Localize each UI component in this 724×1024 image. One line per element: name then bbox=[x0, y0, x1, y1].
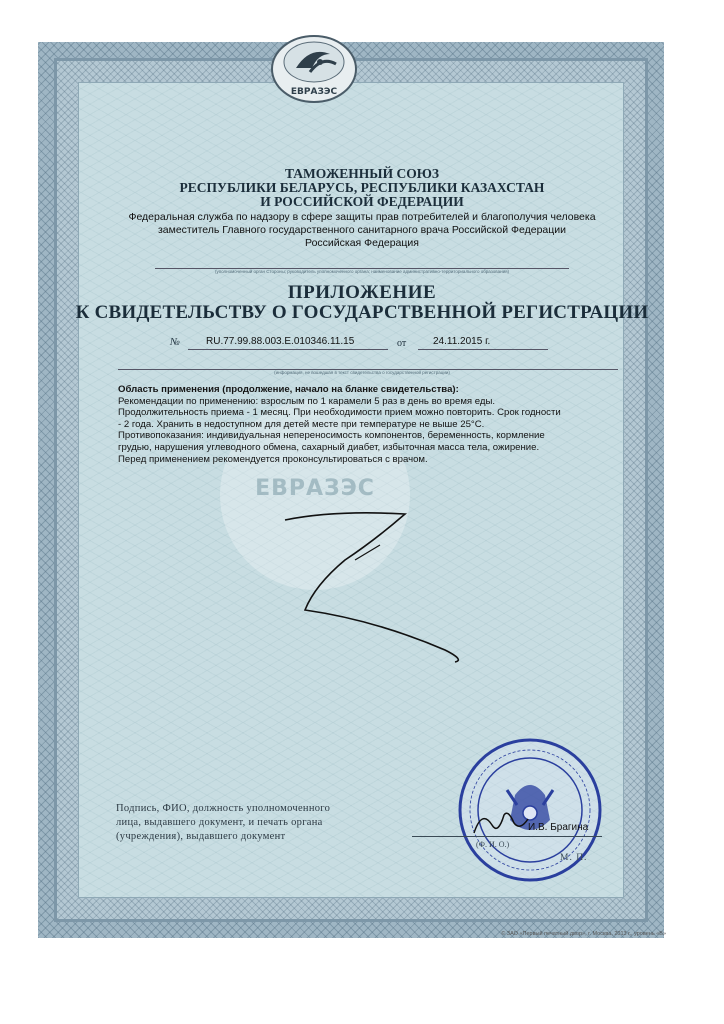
contraindications-line-2: грудью, нарушения углеводного обмена, сахарный диабет, избыточная масса тела, ожирение. bbox=[118, 441, 540, 453]
agency-line-3: Российская Федерация bbox=[305, 237, 419, 249]
union-line-3: И РОССИЙСКОЙ ФЕДЕРАЦИИ bbox=[260, 194, 464, 209]
blank-space-z-mark bbox=[255, 500, 505, 670]
registration-number-label bbox=[170, 336, 180, 348]
registration-date: 24.11.2015 г. bbox=[433, 336, 491, 347]
date-underline bbox=[418, 349, 548, 350]
registration-number: RU.77.99.88.003.E.010346.11.15 bbox=[206, 336, 355, 347]
document-title-line-2: К СВИДЕТЕЛЬСТВУ О ГОСУДАРСТВЕННОЙ РЕГИСТРАЦИИ bbox=[75, 302, 649, 323]
watermark-text: ЕВРАЗЭС bbox=[255, 476, 375, 501]
signature-note-line-2: лица, выдавшего документ, и печать органа bbox=[116, 817, 323, 828]
consultation-line: Перед применением рекомендуется проконсультироваться с врачом. bbox=[118, 453, 428, 465]
issuing-agency bbox=[0, 211, 724, 250]
eurasec-emblem-icon bbox=[270, 34, 358, 104]
agency-caption: (уполномоченный орган Стороны; руководитель уполномоченного органа; наименование административно-территориального образования) bbox=[214, 269, 510, 274]
recommendations-line: Рекомендации по применению: взрослым по 1 карамели 5 раз в день во время еды. bbox=[118, 395, 496, 407]
signature-note-line-3: (учреждения), выдавшего документ bbox=[116, 831, 286, 842]
info-caption: (информация, не вошедшая в текст свидетельства о государственной регистрации) bbox=[274, 370, 450, 375]
agency-line-1: Федеральная служба по надзору в сфере защиты прав потребителей и благополучия человека bbox=[128, 211, 596, 223]
signature-line bbox=[412, 836, 602, 837]
fio-label: (Ф. И. О.) bbox=[476, 840, 510, 849]
handwritten-signature bbox=[470, 805, 530, 840]
document-title-line-1: ПРИЛОЖЕНИЕ bbox=[287, 282, 437, 303]
union-line-1: ТАМОЖЕННЫЙ СОЮЗ bbox=[284, 166, 440, 181]
printer-imprint: © ЗАО «Первый печатный двор», г. Москва, 2013 г., уровень «В» bbox=[501, 931, 666, 937]
duration-line: Продолжительность приема - 1 месяц. При необходимости прием можно повторить. Срок годности bbox=[118, 407, 561, 419]
signature-note-line-1: Подпись, ФИО, должность уполномоченного bbox=[116, 803, 331, 814]
application-area-heading: Область применения (продолжение, начало на бланке свидетельства): bbox=[118, 384, 459, 395]
number-underline bbox=[188, 349, 388, 350]
contraindications-line: Противопоказания: индивидуальная непереносимость компонентов, беременность, кормление bbox=[118, 430, 545, 442]
shelf-life-line: - 2 года. Хранить в недоступном для детей месте при температуре не выше 25°С. bbox=[118, 418, 485, 430]
seal-place-label: М. П. bbox=[560, 853, 588, 863]
logo-text: ЕВРАЗЭС bbox=[290, 87, 338, 97]
signer-name: И.В. Брагина bbox=[528, 822, 589, 833]
from-label: от bbox=[397, 338, 407, 349]
agency-line-2: заместитель Главного государственного санитарного врача Российской Федерации bbox=[157, 224, 567, 236]
application-area-text bbox=[118, 384, 638, 465]
union-line-2: РЕСПУБЛИКИ БЕЛАРУСЬ, РЕСПУБЛИКИ КАЗАХСТАН bbox=[179, 180, 545, 195]
no-label: № bbox=[170, 337, 180, 348]
signature-note bbox=[116, 802, 406, 844]
